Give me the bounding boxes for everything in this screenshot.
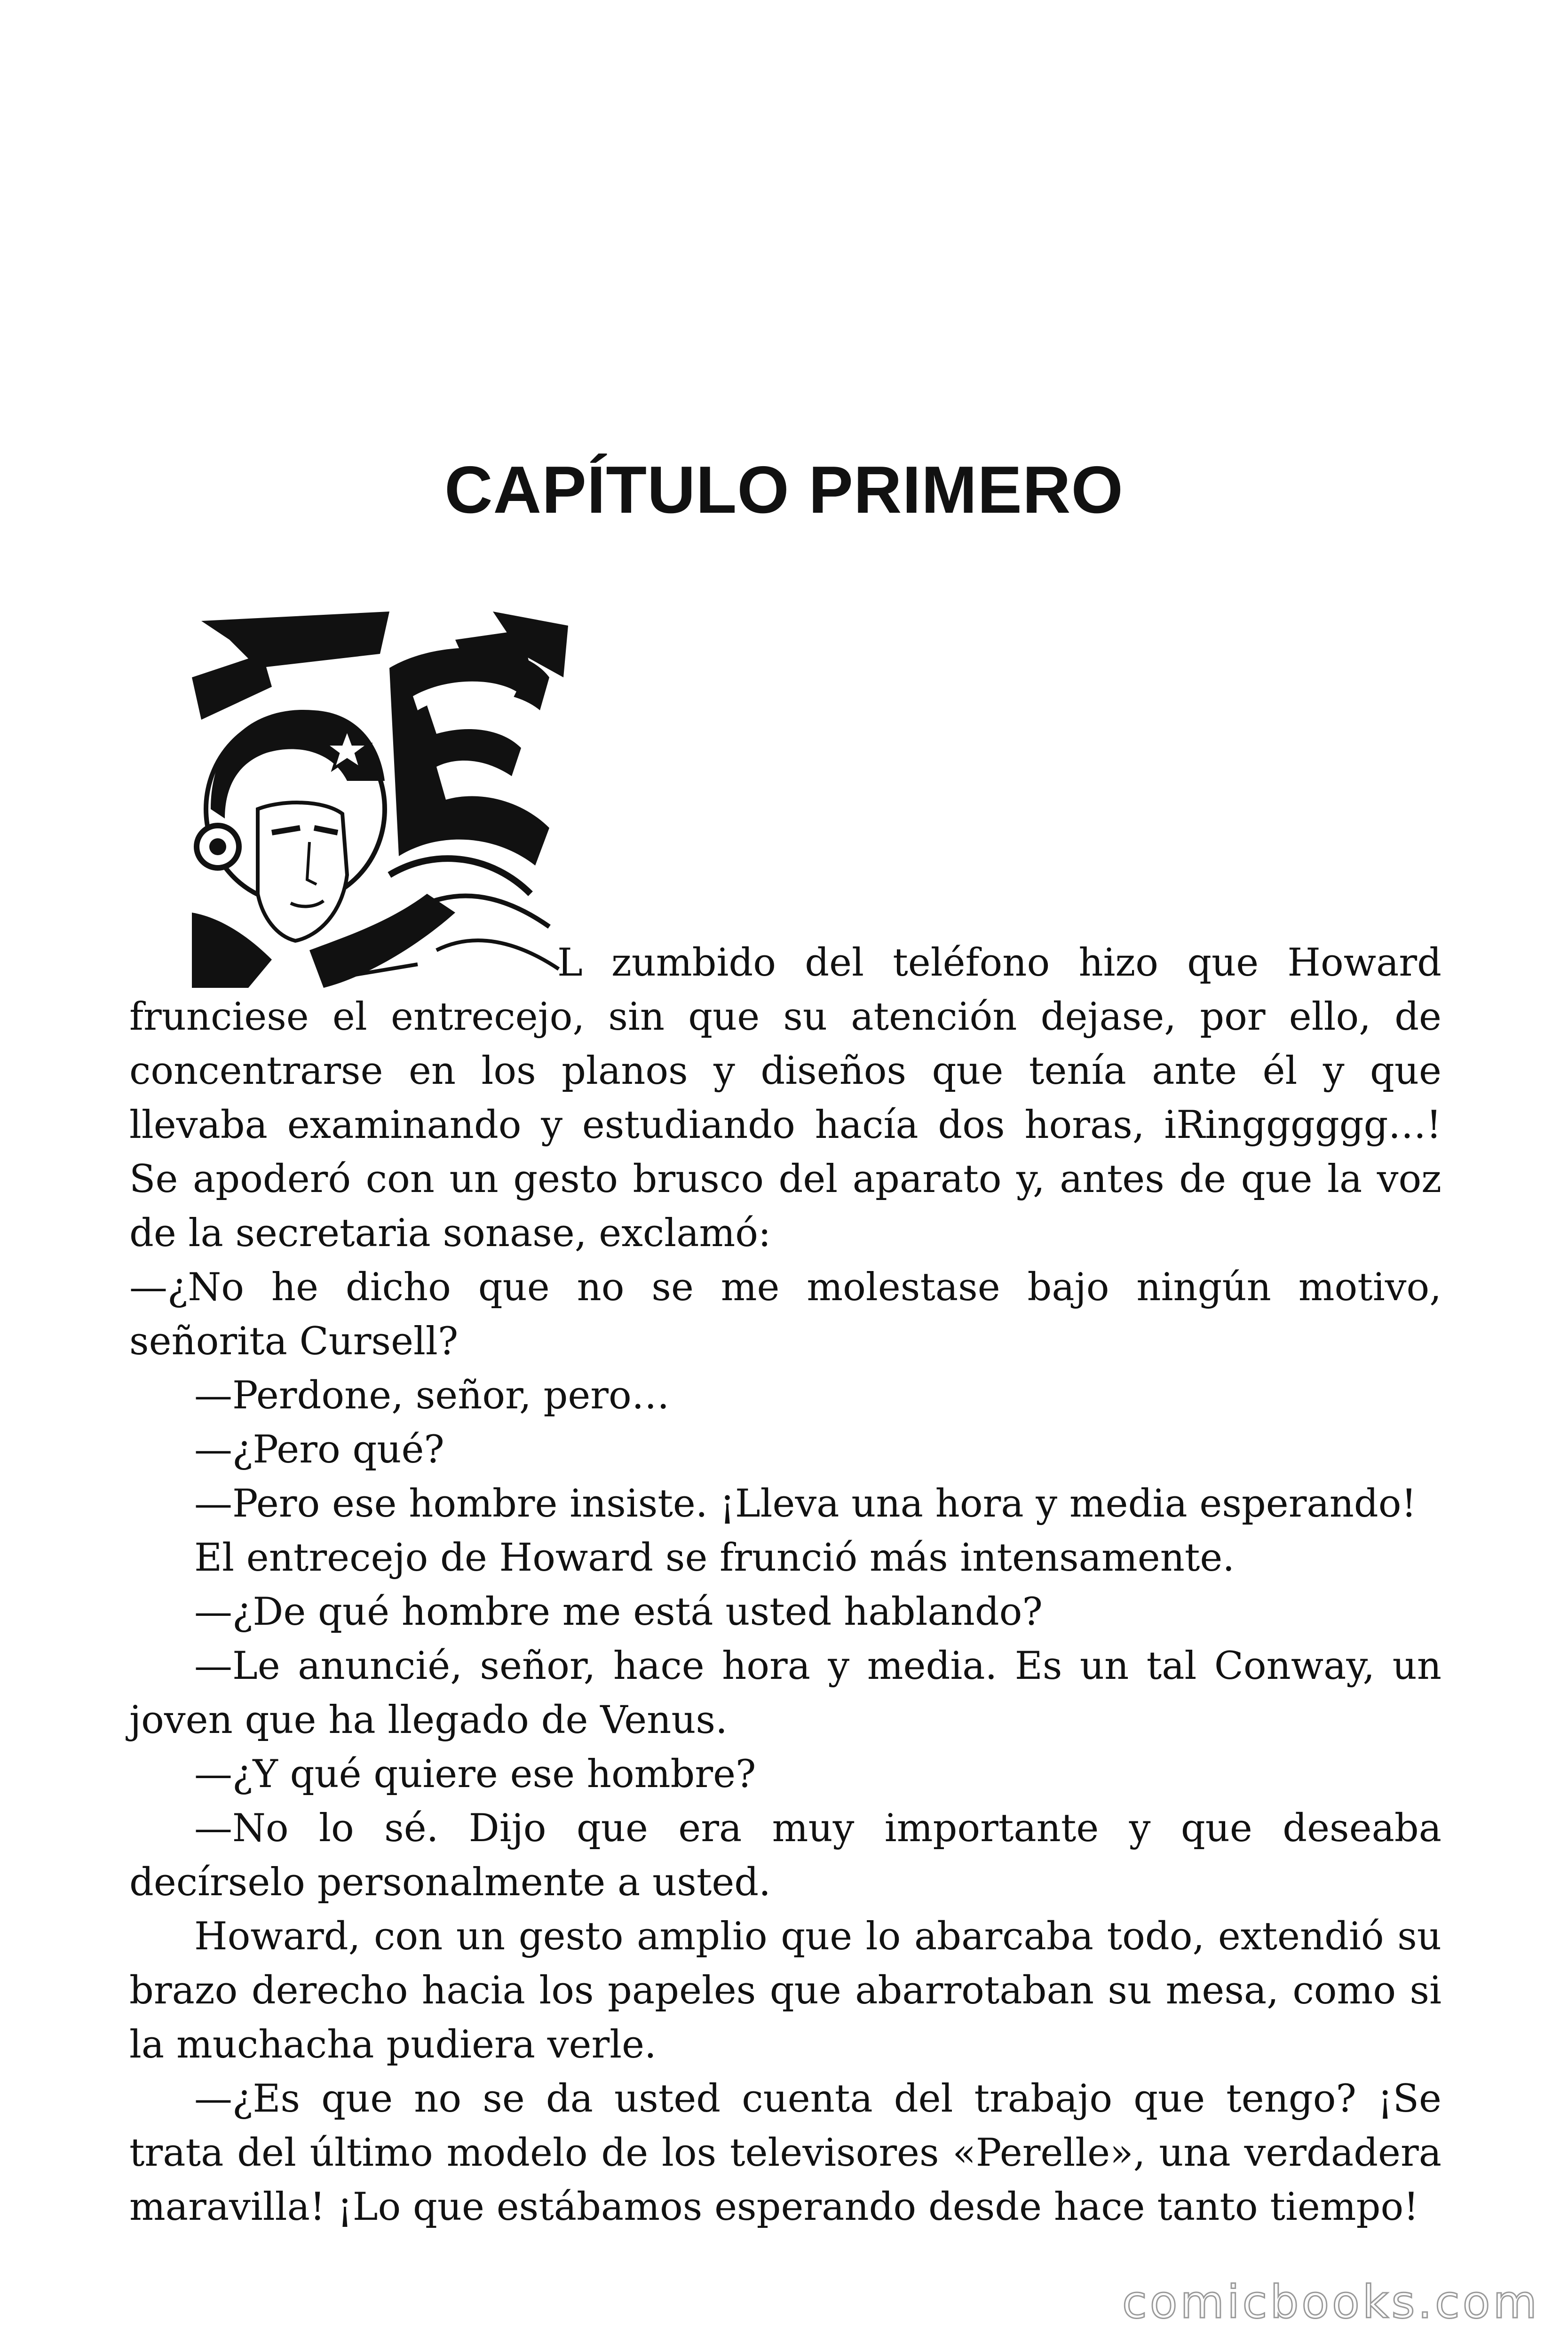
paragraph: —Le anuncié, señor, hace hora y media. Es un tal Conway, un joven que ha llegado de Venus. (129, 1644, 1441, 1742)
paragraph: El entrecejo de Howard se frunció más intensamente. (194, 1536, 1235, 1580)
paragraph: —¿Pero qué? (194, 1428, 444, 1472)
body-text (129, 936, 1441, 2234)
chapter-title: CAPÍTULO PRIMERO (444, 453, 1124, 527)
paragraph: —¿Es que no se da usted cuenta del trabajo que tengo? ¡Se trata del último modelo de los televisores «Perelle», una verdadera maravilla! ¡Lo que estábamos esperando desde hace tanto tiempo! (129, 2077, 1441, 2229)
paragraph: —¿No he dicho que no se me molestase bajo ningún motivo, señorita Cursell? (129, 1265, 1441, 1364)
paragraph: L zumbido del teléfono hizo que Howard frunciese el entrecejo, sin que su atención dejase, por ello, de concentrarse en los planos y diseños que tenía ante él y que llevaba examinando y estudiando hacía dos horas, iRingggggg…! Se apoderó con un gesto brusco del aparato y, antes de que la voz de la secretaria sonase, exclamó: (129, 941, 1441, 1255)
paragraph: —¿Y qué quiere ese hombre? (194, 1752, 756, 1796)
paragraph: —No lo sé. Dijo que era muy importante y que deseaba decírselo personalmente a usted. (129, 1806, 1441, 1905)
astronaut-initial-e-illustration (192, 612, 568, 988)
paragraph: —Pero ese hombre insiste. ¡Lleva una hora y media esperando! (194, 1482, 1417, 1526)
paragraph: Howard, con un gesto amplio que lo abarcaba todo, extendió su brazo derecho hacia los papeles que abarrotaban su mesa, como si la muchacha pudiera verle. (129, 1915, 1441, 2067)
paragraph: —¿De qué hombre me está usted hablando? (194, 1590, 1043, 1634)
watermark: comicbooks.com (1122, 2276, 1540, 2328)
paragraph: —Perdone, señor, pero… (194, 1374, 670, 1418)
